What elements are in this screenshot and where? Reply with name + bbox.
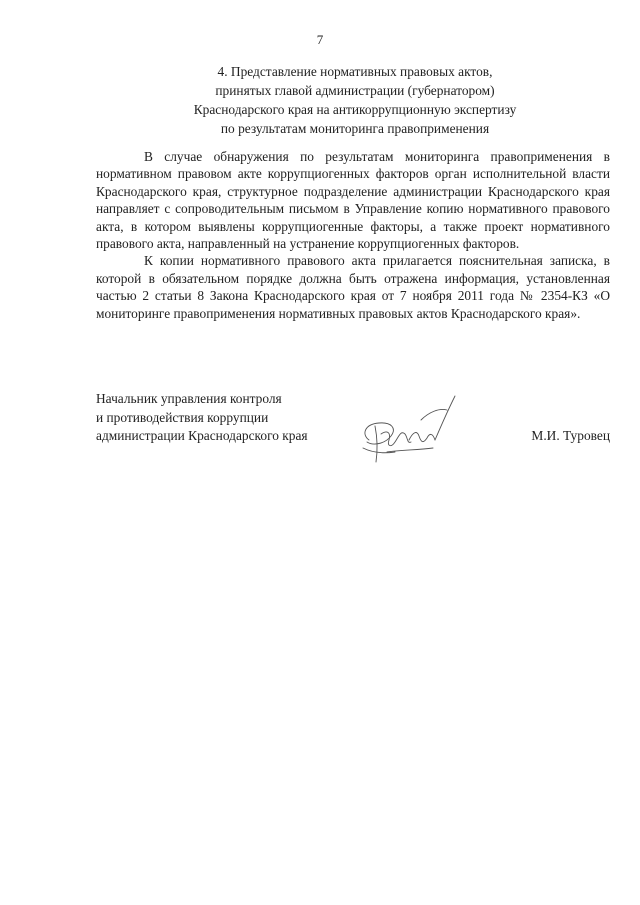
signer-position [96,390,308,446]
section-title-line: принятых главой администрации (губернатором) [215,83,495,98]
signer-name: М.И. Туровец [531,428,610,443]
body-paragraph: К копии нормативного правового акта прилагается пояснительная записка, в которой в обязательном порядке должна быть отражена информация, установленная частью 2 статьи 8 Закона Краснодарского края от 7 ноября 2011 года № 2354-КЗ «О мониторинге правоприменения нормативных правовых актов Краснодарского края». [96,253,610,321]
section-title [120,62,590,138]
signature-block [96,390,610,470]
document-body [96,148,610,322]
handwritten-signature [351,390,461,470]
section-title-line: Краснодарского края на антикоррупционную экспертизу [193,102,517,117]
signer-position-line: администрации Краснодарского края [96,428,308,443]
signer-position-line: Начальник управления контроля [96,391,282,406]
section-title-line: по результатам мониторинга правоприменения [220,121,490,136]
section-title-line: 4. Представление нормативных правовых актов, [217,64,493,79]
page-number: 7 [316,32,324,47]
signer-position-line: и противодействия коррупции [96,409,269,425]
body-paragraph: В случае обнаружения по результатам мониторинга правоприменения в нормативном правовом акте коррупциогенных факторов орган исполнительной власти Краснодарского края, структурное подразделение администрации Краснодарского края направляет с сопроводительным письмом в Управление копию нормативного правового акта, в котором выявлены коррупциогенные факторы, а также проект нормативного правового акта, направленный на устранение коррупциогенных факторов. [96,149,610,252]
